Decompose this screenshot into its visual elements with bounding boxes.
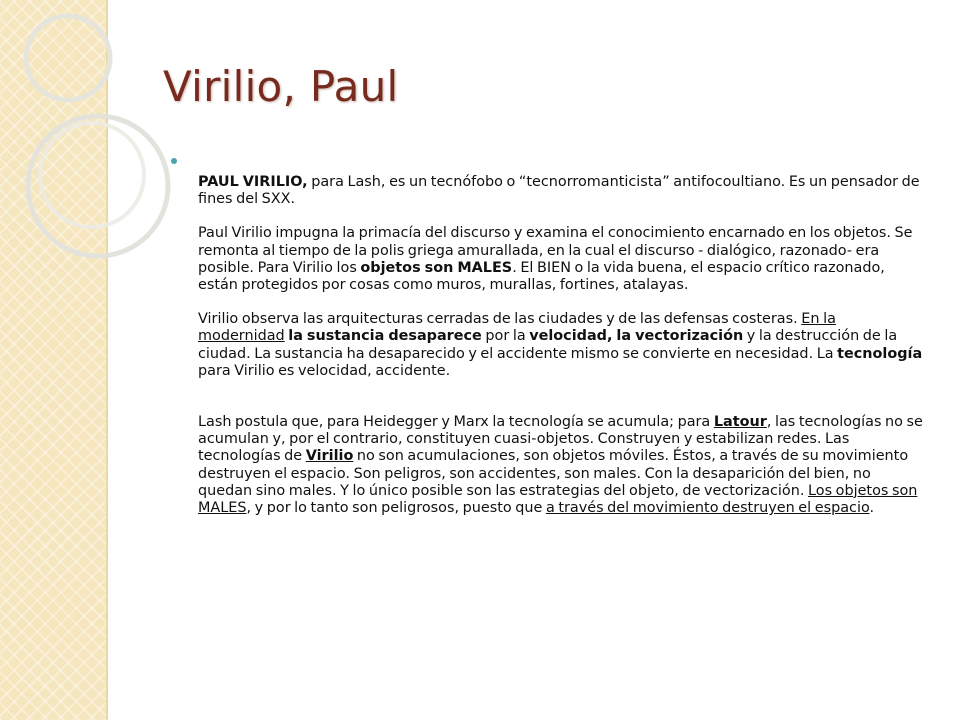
bold-text: la sustancia desaparece bbox=[288, 328, 482, 345]
text-span: para Virilio es velocidad, accidente. bbox=[198, 362, 451, 379]
text-span: Lash postula que, para Heidegger y Marx la tecnología se acumula; para bbox=[198, 414, 714, 431]
slide-body bbox=[198, 174, 926, 517]
bold-text: tecnología bbox=[837, 345, 923, 362]
underlined-text: a través del movimiento destruyen el espacio bbox=[545, 500, 870, 517]
slide-title: Virilio, Paul bbox=[163, 62, 399, 111]
deco-circle-medium bbox=[40, 123, 144, 227]
text-span: no son acumulaciones, son objetos móviles. Éstos, a través de su movimiento destruyen el espacio. Son peligros, son accidentes, son males. Con la desaparición del bien, no quedan sino males. Y lo único posible son las estrategias del objeto, de vectorización. bbox=[198, 448, 909, 499]
deco-circle-large bbox=[28, 116, 168, 256]
underlined-text: Los objetos son MALES bbox=[198, 482, 918, 517]
text-span: Paul Virilio impugna la primacía del discurso y examina el conocimiento encarnado en los objetos. Se remonta al tiempo de la polis griega amurallada, en la cual el discurso - dialógico, razonado- era posible. Para Virilio los bbox=[198, 225, 913, 276]
text-span: Virilio observa las arquitecturas cerradas de las ciudades y de las defensas costeras. bbox=[198, 311, 802, 328]
text-span: . bbox=[869, 500, 875, 517]
paragraph-architecture bbox=[198, 311, 926, 380]
bold-text: objetos son MALES bbox=[360, 259, 513, 276]
paragraph-intro bbox=[198, 174, 926, 208]
text-span: , y por lo tanto son peligrosos, puesto que bbox=[246, 500, 546, 517]
text-span: y la destrucción de la ciudad. La sustancia ha desaparecido y el accidente mismo se convierte en necesidad. La bbox=[198, 328, 898, 362]
deco-circle-small bbox=[26, 16, 110, 100]
text-span: para Lash, es un tecnófobo o “tecnorromanticista” antifocoultiano. Es un pensador de fines del SXX. bbox=[198, 174, 920, 208]
underlined-text: En la modernidad bbox=[198, 311, 836, 345]
bold-text: PAUL VIRILIO, bbox=[198, 174, 308, 190]
bold-text: velocidad, la vectorización bbox=[529, 328, 744, 345]
paragraph-lash bbox=[198, 414, 926, 517]
text-span: . El BIEN o la vida buena, el espacio crítico razonado, están protegidos por cosas como muros, murallas, fortines, atalayas. bbox=[198, 259, 885, 294]
underlined-bold-text: Latour bbox=[713, 414, 767, 431]
paragraph-discourse bbox=[198, 225, 926, 294]
underlined-bold-text: Virilio bbox=[305, 448, 354, 465]
text-span: , las tecnologías no se acumulan y, por el contrario, constituyen cuasi-objetos. Construyen y estabilizan redes. Las tecnologías de bbox=[198, 414, 923, 465]
text-span: por la bbox=[481, 328, 530, 345]
bullet-icon bbox=[171, 158, 177, 164]
